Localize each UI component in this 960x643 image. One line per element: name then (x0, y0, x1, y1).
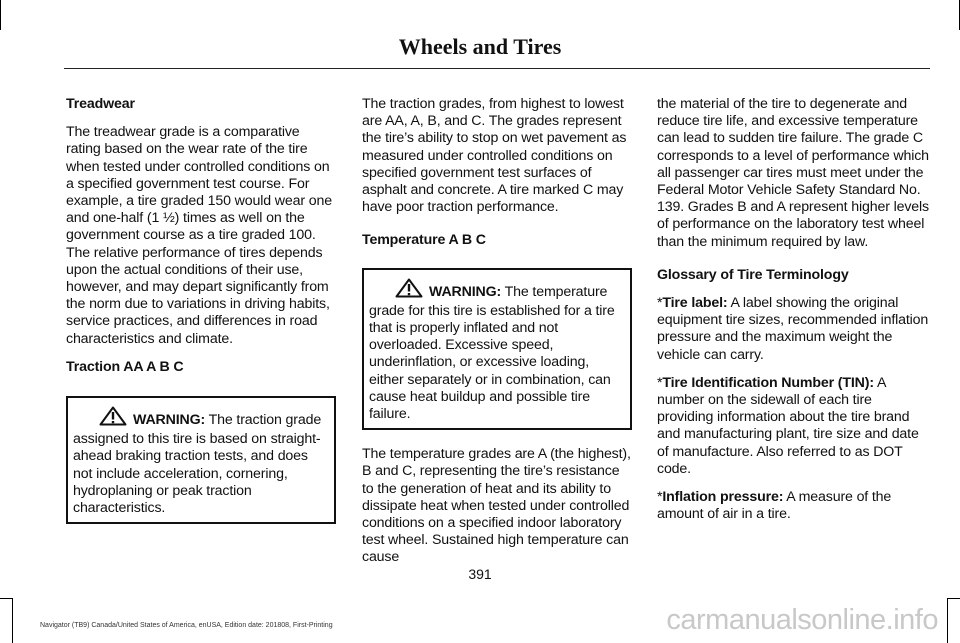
glossary-prefix: * (657, 295, 663, 312)
crop-mark-bottom-left-v (12, 598, 13, 643)
column-left (66, 96, 336, 536)
glossary-definition: A number on the sidewall of each tire providing information about the tire brand and manufacturing plant, tire size and date of manufacture. Also referred to as DOT code. (657, 374, 919, 477)
treadwear-heading: Treadwear (66, 96, 135, 112)
temperature-warning-box (362, 268, 632, 431)
glossary-heading: Glossary of Tire Terminology (657, 266, 849, 283)
column-middle (362, 96, 632, 578)
traction-heading: Traction AA A B C (66, 358, 184, 375)
temperature-continued-paragraph: the material of the tire to degenerate and reduce tire life, and excessive temperature can lead to sudden tire failure. The grade C corresponds to a level of performance which all passenger car tires must meet under the Federal Motor Vehicle Safety Standard No. 139. Grades B and A represent higher levels of performance on the laboratory test wheel than the minimum required by law. (657, 96, 929, 250)
temperature-heading: Temperature A B C (362, 232, 486, 249)
traction-grades-paragraph: The traction grades, from highest to lowest are AA, A, B, and C. The grades represent the tire’s ability to stop on wet pavement as measured under controlled conditions on specified government test surfaces of asphalt and concrete. A tire marked C may have poor traction performance. (362, 96, 627, 216)
warning-triangle-icon (99, 406, 127, 431)
treadwear-paragraph: The treadwear grade is a comparative rating based on the wear rate of the tire when tested under controlled conditions on a specified government test course. For example, a tire graded 150 would wear one and one-half (1 ½) times as well on the government course as a tire graded 100. The relative performance of tires depends upon the actual conditions of their use, however, and may depart significantly from the norm due to variations in driving habits, service practices, and differences in road characteristics and climate. (66, 124, 332, 347)
traction-warning-box (66, 396, 336, 524)
edition-footer: Navigator (TB9) Canada/United States of America, enUSA, Edition date: 201808, First-Printing (40, 622, 333, 629)
warning-triangle-icon (395, 278, 423, 303)
page-number: 391 (468, 566, 492, 582)
crop-mark-bottom-right-h (947, 598, 960, 599)
crop-mark-bottom-left-h (0, 598, 13, 599)
glossary-definition: A label showing the original equipment tire sizes, recommended inflation pressure and the maximum weight the vehicle can carry. (657, 295, 929, 363)
warning-text: The traction grade assigned to this tire is based on straight-ahead braking traction tests, and does not include acceleration, cornering, hydroplaning or peak traction characteristics. (73, 412, 322, 517)
page-title: Wheels and Tires (398, 34, 562, 59)
glossary-entry (657, 375, 929, 478)
warning-text: The temperature grade for this tire is established for a tire that is properly inflated and not overloaded. Excessive speed, underinflation, or excessive loading, either separately or in combination, can cause heat buildup and possible tire failure. (369, 283, 615, 423)
glossary-entry (657, 295, 929, 364)
glossary-prefix: * (657, 374, 663, 391)
glossary-term: Tire label: (662, 295, 728, 312)
watermark: carmanualsonline.info (666, 604, 938, 636)
warning-label: WARNING: (429, 283, 502, 300)
glossary-prefix: * (657, 489, 663, 506)
glossary-term: Inflation pressure: (662, 489, 784, 506)
glossary-entry (657, 489, 929, 523)
crop-mark-bottom-right-v (947, 598, 948, 643)
warning-label: WARNING: (133, 412, 206, 429)
crop-mark-top-left (0, 0, 1, 30)
header-divider (64, 68, 930, 69)
column-right (657, 96, 929, 534)
temperature-grades-paragraph: The temperature grades are A (the highest), B and C, representing the tire’s resistance to the generation of heat and its ability to dissipate heat when tested under controlled conditions on a specified indoor laboratory test wheel. Sustained high temperature can cause (362, 446, 631, 566)
glossary-term: Tire Identification Number (TIN): (662, 374, 874, 391)
glossary-definition: A measure of the amount of air in a tire. (657, 489, 892, 523)
